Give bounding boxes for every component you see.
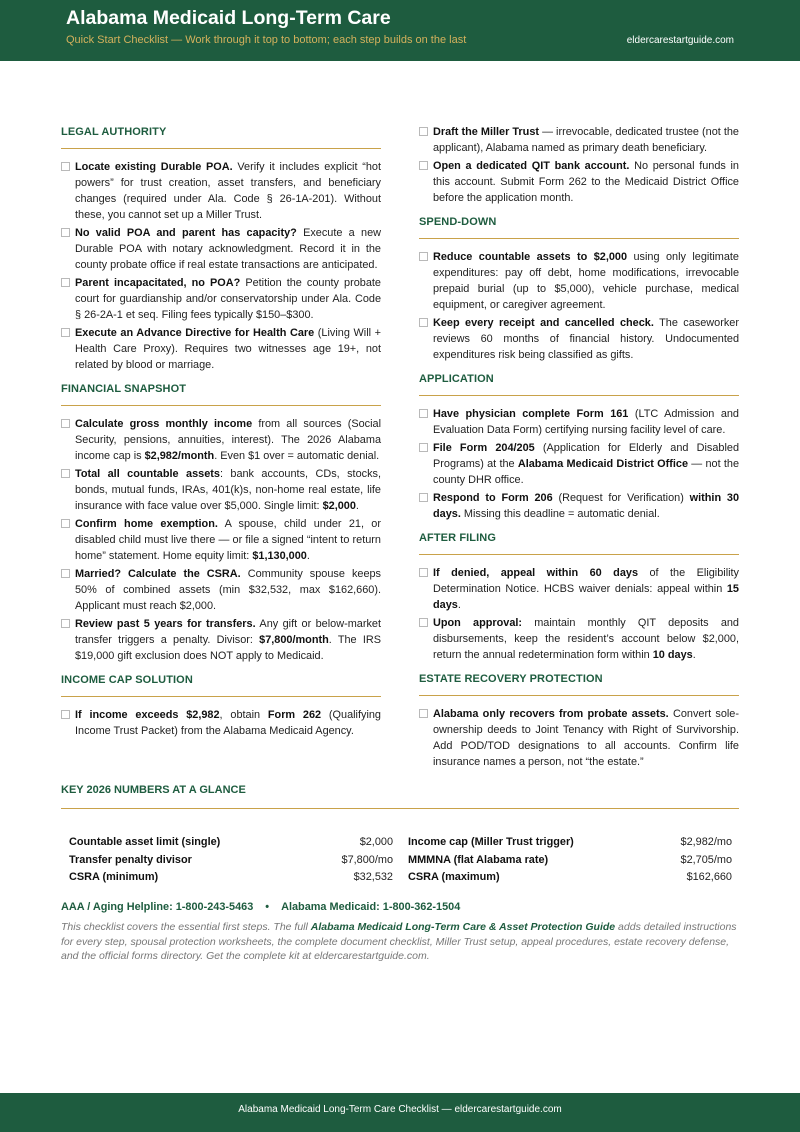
checklist-item: Total all countable assets: bank accounts, CDs, stocks, bonds, mutual funds, IRAs, 401(k)s, non-home real estate, life insurance with face value over $5,000. Single limit: $2,000. xyxy=(61,466,381,514)
key-numbers-title: KEY 2026 NUMBERS AT A GLANCE xyxy=(61,784,246,796)
checklist-item: Review past 5 years for transfers. Any gift or below-market transfer triggers a penalty. Divisor: $7,800/month. The IRS $19,000 gift exclusion does NOT apply to Medicaid. xyxy=(61,616,381,664)
section-divider xyxy=(419,554,739,555)
medicaid-helpline[interactable]: Alabama Medicaid: 1-800-362-1504 xyxy=(281,901,461,913)
checklist-item: No valid POA and parent has capacity? Execute a new Durable POA with notary acknowledgment. Record it in the county probate office if real estate transactions are anticipated. xyxy=(61,225,381,273)
checklist-item: File Form 204/205 (Application for Elderly and Disabled Programs) at the Alabama Medicaid District Office — not the county DHR office. xyxy=(419,440,739,488)
checkbox[interactable] xyxy=(419,161,428,170)
section-divider xyxy=(61,148,381,149)
section-title-legal: LEGAL AUTHORITY xyxy=(61,126,167,138)
helplines xyxy=(61,901,460,913)
checklist-item: Keep every receipt and cancelled check. The caseworker reviews 60 months of financial history. Undocumented expenditures risk being classified as gifts. xyxy=(419,315,739,363)
checkbox[interactable] xyxy=(419,709,428,718)
section-divider xyxy=(61,808,739,809)
key-number-row: Income cap (Miller Trust trigger) $2,982/mo xyxy=(408,836,732,848)
checkbox[interactable] xyxy=(61,162,70,171)
checkbox[interactable] xyxy=(419,252,428,261)
checklist-item: Draft the Miller Trust — irrevocable, dedicated trustee (not the applicant), Alabama named as primary death beneficiary. xyxy=(419,124,739,156)
checkbox[interactable] xyxy=(61,469,70,478)
checklist-item: Parent incapacitated, no POA? Petition the county probate court for guardianship and/or conservatorship under Ala. Code § 26-2A-1 et seq. Filing fees typically $150–$300. xyxy=(61,275,381,323)
separator: • xyxy=(265,901,270,913)
checklist-item: If income exceeds $2,982, obtain Form 262 (Qualifying Income Trust Packet) from the Alabama Medicaid Agency. xyxy=(61,707,381,739)
section-divider xyxy=(61,696,381,697)
checkbox[interactable] xyxy=(61,569,70,578)
checkbox[interactable] xyxy=(419,618,428,627)
page-header xyxy=(0,0,800,61)
section-title-financial: FINANCIAL SNAPSHOT xyxy=(61,383,187,395)
checkbox[interactable] xyxy=(419,127,428,136)
right-column xyxy=(419,124,739,772)
section-divider xyxy=(61,405,381,406)
footer-text: Alabama Medicaid Long-Term Care Checklist — eldercarestartguide.com xyxy=(238,1104,562,1115)
checklist-item: Open a dedicated QIT bank account. No personal funds in this account. Submit Form 262 to the Medicaid District Office before the application month. xyxy=(419,158,739,206)
checkbox[interactable] xyxy=(61,228,70,237)
page-footer xyxy=(0,1093,800,1132)
guide-promo: This checklist covers the essential first steps. The full Alabama Medicaid Long-Term Care & Asset Protection Guide adds detailed instructions for every step, spousal protection worksheets, the complete document checklist, Miller Trust setup, appeal procedures, estate recovery defense, and the official forms directory. Get the complete kit at eldercarestartguide.com. xyxy=(61,921,737,962)
section-divider xyxy=(419,238,739,239)
page-subtitle: Quick Start Checklist — Work through it top to bottom; each step builds on the last xyxy=(66,34,467,46)
section-divider xyxy=(419,395,739,396)
checkbox[interactable] xyxy=(61,519,70,528)
header-site-link[interactable]: eldercarestartguide.com xyxy=(626,35,734,46)
aaa-helpline[interactable]: AAA / Aging Helpline: 1-800-243-5463 xyxy=(61,901,254,913)
page-title: Alabama Medicaid Long-Term Care xyxy=(66,7,391,29)
section-title-spend-down: SPEND-DOWN xyxy=(419,216,497,228)
checklist-item: Upon approval: maintain monthly QIT deposits and disbursements, keep the resident’s account below $2,000, return the annual redetermination form within 10 days. xyxy=(419,615,739,663)
section-title-estate-recovery: ESTATE RECOVERY PROTECTION xyxy=(419,673,603,685)
key-number-row: MMMNA (flat Alabama rate) $2,705/mo xyxy=(408,854,732,866)
checkbox[interactable] xyxy=(419,318,428,327)
checklist-item: Have physician complete Form 161 (LTC Admission and Evaluation Data Form) certifying nursing facility level of care. xyxy=(419,406,739,438)
checkbox[interactable] xyxy=(419,443,428,452)
key-number-row: Transfer penalty divisor $7,800/mo xyxy=(69,854,393,866)
section-divider xyxy=(419,695,739,696)
checkbox[interactable] xyxy=(61,328,70,337)
checklist-item: Married? Calculate the CSRA. Community spouse keeps 50% of combined assets (min $32,532, max $162,660). Applicant must reach $2,000. xyxy=(61,566,381,614)
section-title-application: APPLICATION xyxy=(419,373,494,385)
checklist-item: Respond to Form 206 (Request for Verification) within 30 days. Missing this deadline = automatic denial. xyxy=(419,490,739,522)
checklist-item: Execute an Advance Directive for Health Care (Living Will + Health Care Proxy). Requires two witnesses age 19+, not related by blood or marriage. xyxy=(61,325,381,373)
checkbox[interactable] xyxy=(419,568,428,577)
checklist-item: Alabama only recovers from probate assets. Convert sole-ownership deeds to Joint Tenancy with Right of Survivorship. Add POD/TOD designations to all accounts. Confirm life insurance names a person, not “the estate.” xyxy=(419,706,739,770)
checklist-item: If denied, appeal within 60 days of the Eligibility Determination Notice. HCBS waiver denials: appeal within 15 days. xyxy=(419,565,739,613)
checkbox[interactable] xyxy=(61,710,70,719)
key-number-row: Countable asset limit (single) $2,000 xyxy=(69,836,393,848)
checklist-item: Confirm home exemption. A spouse, child under 21, or disabled child must live there — or file a signed “intent to return home” statement. Home equity limit: $1,130,000. xyxy=(61,516,381,564)
section-title-income-cap: INCOME CAP SOLUTION xyxy=(61,674,193,686)
checkbox[interactable] xyxy=(61,419,70,428)
key-number-row: CSRA (maximum) $162,660 xyxy=(408,871,732,883)
key-number-row: CSRA (minimum) $32,532 xyxy=(69,871,393,883)
checkbox[interactable] xyxy=(419,493,428,502)
checkbox[interactable] xyxy=(61,619,70,628)
left-column xyxy=(61,124,381,741)
guide-title: Alabama Medicaid Long-Term Care & Asset Protection Guide xyxy=(310,921,616,933)
checklist-item: Locate existing Durable POA. Verify it includes explicit “hot powers” for trust creation, asset transfers, and beneficiary changes (required under Ala. Code § 26-1A-201). Without these, you cannot set up a Miller Trust. xyxy=(61,159,381,223)
checklist-item: Calculate gross monthly income from all sources (Social Security, pensions, annuities, interest). The 2026 Alabama income cap is $2,982/month. Even $1 over = automatic denial. xyxy=(61,416,381,464)
key-numbers-section xyxy=(61,784,739,883)
checkbox[interactable] xyxy=(419,409,428,418)
checkbox[interactable] xyxy=(61,278,70,287)
checklist-item: Reduce countable assets to $2,000 using only legitimate expenditures: pay off debt, home modifications, irrevocable prepaid burial (up to $5,000), vehicle purchase, medical equipment, or caregiver agreement. xyxy=(419,249,739,313)
section-title-after-filing: AFTER FILING xyxy=(419,532,496,544)
